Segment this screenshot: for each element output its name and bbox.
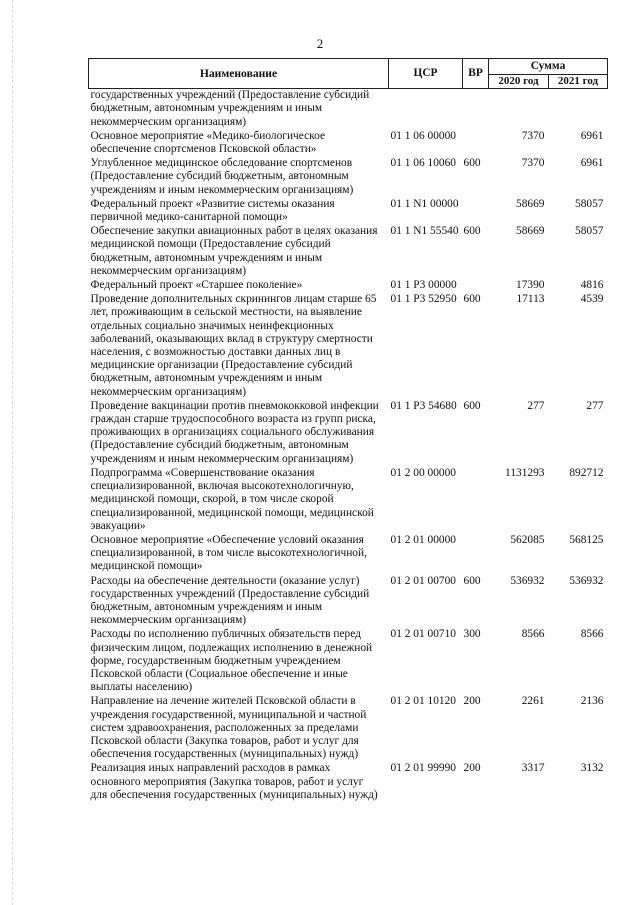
row-vr: 600 bbox=[463, 293, 481, 306]
row-vr bbox=[463, 467, 489, 534]
row-2021: 6961 bbox=[580, 129, 604, 142]
row-vr: 600 bbox=[463, 157, 481, 170]
row-csr: 01 2 01 00000 bbox=[390, 533, 456, 546]
row-csr: 01 1 06 00000 bbox=[390, 129, 456, 142]
header-year-2020: 2020 год bbox=[489, 75, 549, 89]
row-name: Проведение вакцинации против пневмококковой инфекции граждан старше трудоспособного возраста из групп риска, проживающих в организациях социального обслуживания (Предоставление субсидий бюджетным, автономным учреждениям и иным некоммерческим организациям) bbox=[90, 399, 379, 465]
row-2020: 17390 bbox=[516, 279, 545, 292]
row-2020: 2261 bbox=[521, 695, 545, 708]
row-vr bbox=[463, 279, 489, 293]
row-vr bbox=[463, 534, 489, 575]
row-vr: 300 bbox=[463, 628, 481, 641]
row-name: Федеральный проект «Старшее поколение» bbox=[90, 279, 303, 292]
row-2020: 58669 bbox=[516, 225, 545, 238]
row-vr: 600 bbox=[463, 399, 481, 412]
table-row bbox=[89, 279, 608, 293]
row-2021: 58057 bbox=[575, 197, 604, 210]
row-name: Расходы по исполнению публичных обязательств перед физическим лицом, подлежащих исполнению в денежной форме, государственным бюджетным учреждением Псковской области (Социальное обеспечение и иные выплаты населению) bbox=[90, 628, 373, 694]
row-2021 bbox=[549, 89, 608, 130]
row-vr bbox=[463, 130, 489, 157]
budget-table bbox=[88, 58, 608, 803]
row-2021: 2136 bbox=[580, 695, 604, 708]
row-2021: 58057 bbox=[575, 225, 604, 238]
header-year-2021: 2021 год bbox=[549, 75, 608, 89]
page-number: 2 bbox=[316, 36, 324, 51]
row-csr bbox=[389, 89, 463, 130]
table-row bbox=[89, 157, 608, 198]
row-2020: 562085 bbox=[510, 533, 545, 546]
row-name: Направление на лечение жителей Псковской области в учреждения государственной, муниципальной и частной систем здравоохранения, расположенных за пределами Псковской области (Закупка товаров, работ и услуг для обеспечения государственных (муниципальных) нужд) bbox=[90, 695, 367, 761]
row-2020: 8566 bbox=[521, 628, 545, 641]
row-2020: 7370 bbox=[521, 157, 545, 170]
row-name: Федеральный проект «Развитие системы оказания первичной медико-санитарной помощи» bbox=[90, 197, 335, 224]
row-csr: 01 2 01 99990 bbox=[390, 762, 456, 775]
table-row bbox=[89, 575, 608, 629]
row-csr: 01 2 01 10120 bbox=[390, 695, 456, 708]
row-2021: 4539 bbox=[580, 293, 604, 306]
row-2021: 4816 bbox=[580, 279, 604, 292]
row-csr: 01 1 P3 52950 bbox=[390, 293, 457, 306]
row-name: Основное мероприятие «Медико-биологическое обеспечение спортсменов Псковской области» bbox=[90, 129, 326, 156]
table-header bbox=[89, 59, 608, 89]
row-vr bbox=[463, 198, 489, 225]
table-row bbox=[89, 695, 608, 762]
row-csr: 01 1 N1 55540 bbox=[390, 225, 459, 238]
row-vr: 600 bbox=[463, 574, 481, 587]
row-csr: 01 1 P3 54680 bbox=[390, 399, 457, 412]
table-row bbox=[89, 293, 608, 400]
header-sum: Сумма bbox=[489, 59, 608, 75]
row-2021: 892712 bbox=[569, 466, 604, 479]
table-row bbox=[89, 89, 608, 130]
row-name: Углубленное медицинское обследование спортсменов (Предоставление субсидий бюджетным, автономным учреждениям и иным некоммерческим организациям) bbox=[90, 157, 354, 196]
row-vr: 600 bbox=[463, 225, 481, 238]
scan-edge bbox=[12, 0, 14, 905]
row-name: Подпрограмма «Совершенствование оказания специализированной, включая высокотехнологичную, медицинской помощи, скорой, в том числе скорой специализированной, медицинской помощи, медицинской эвакуации» bbox=[90, 466, 374, 532]
row-csr: 01 1 06 10060 bbox=[390, 157, 456, 170]
row-name: Расходы на обеспечение деятельности (оказание услуг) государственных учреждений (Предоставление субсидий бюджетным, автономным учреждениям и иным некоммерческим организациям) bbox=[90, 574, 370, 627]
row-2020: 1131293 bbox=[505, 466, 545, 479]
header-vr: ВР bbox=[463, 59, 489, 89]
table-row bbox=[89, 467, 608, 534]
row-2020: 7370 bbox=[521, 129, 545, 142]
row-2021: 3132 bbox=[580, 762, 604, 775]
table-row bbox=[89, 762, 608, 803]
table-row bbox=[89, 628, 608, 695]
row-2020: 277 bbox=[527, 399, 545, 412]
row-2020: 3317 bbox=[521, 762, 545, 775]
row-csr: 01 1 N1 00000 bbox=[390, 197, 459, 210]
row-csr: 01 1 P3 00000 bbox=[390, 279, 457, 292]
row-csr: 01 2 00 00000 bbox=[390, 466, 456, 479]
row-csr: 01 2 01 00700 bbox=[390, 574, 456, 587]
row-2020: 17113 bbox=[516, 293, 545, 306]
row-name: государственных учреждений (Предоставление субсидий бюджетным, автономным учреждениям и иным некоммерческим организациям) bbox=[90, 89, 370, 128]
table-row bbox=[89, 198, 608, 225]
header-name: Наименование bbox=[89, 59, 389, 89]
header-csr: ЦСР bbox=[389, 59, 463, 89]
row-vr: 200 bbox=[463, 695, 481, 708]
row-2020: 536932 bbox=[510, 574, 545, 587]
row-2021: 568125 bbox=[569, 533, 604, 546]
table-row bbox=[89, 400, 608, 467]
row-2021: 8566 bbox=[580, 628, 604, 641]
table-row bbox=[89, 534, 608, 575]
row-vr bbox=[463, 89, 489, 130]
table-row bbox=[89, 130, 608, 157]
row-vr: 200 bbox=[463, 762, 481, 775]
row-name: Основное мероприятие «Обеспечение условий оказания специализированной, в том числе высокотехнологичной, медицинской помощи» bbox=[90, 533, 367, 573]
row-2021: 536932 bbox=[569, 574, 604, 587]
table-body bbox=[89, 89, 608, 803]
row-name: Реализация иных направлений расходов в рамках основного мероприятия (Закупка товаров, работ и услуг для обеспечения государственных (муниципальных) нужд) bbox=[90, 762, 378, 801]
row-csr: 01 2 01 00710 bbox=[390, 628, 456, 641]
budget-table-container bbox=[88, 58, 607, 803]
row-2021: 277 bbox=[586, 399, 604, 412]
row-name: Обеспечение закупки авиационных работ в целях оказания медицинской помощи (Предоставление субсидий бюджетным, автономным учреждениям и иным некоммерческим организациям) bbox=[90, 225, 378, 277]
row-2020: 58669 bbox=[516, 197, 545, 210]
row-2020 bbox=[489, 89, 549, 130]
table-row bbox=[89, 225, 608, 279]
row-2021: 6961 bbox=[580, 157, 604, 170]
row-name: Проведение дополнительных скринингов лицам старше 65 лет, проживающим в сельской местности, на выявление отдельных социально значимых неинфекционных заболеваний, оказывающих вклад в структуру смертности населения, с возможностью доставки данных лиц в медицинские организации (Предоставление субсидий бюджетным, автономным учреждениям и иным некоммерческим организациям) bbox=[90, 293, 377, 398]
